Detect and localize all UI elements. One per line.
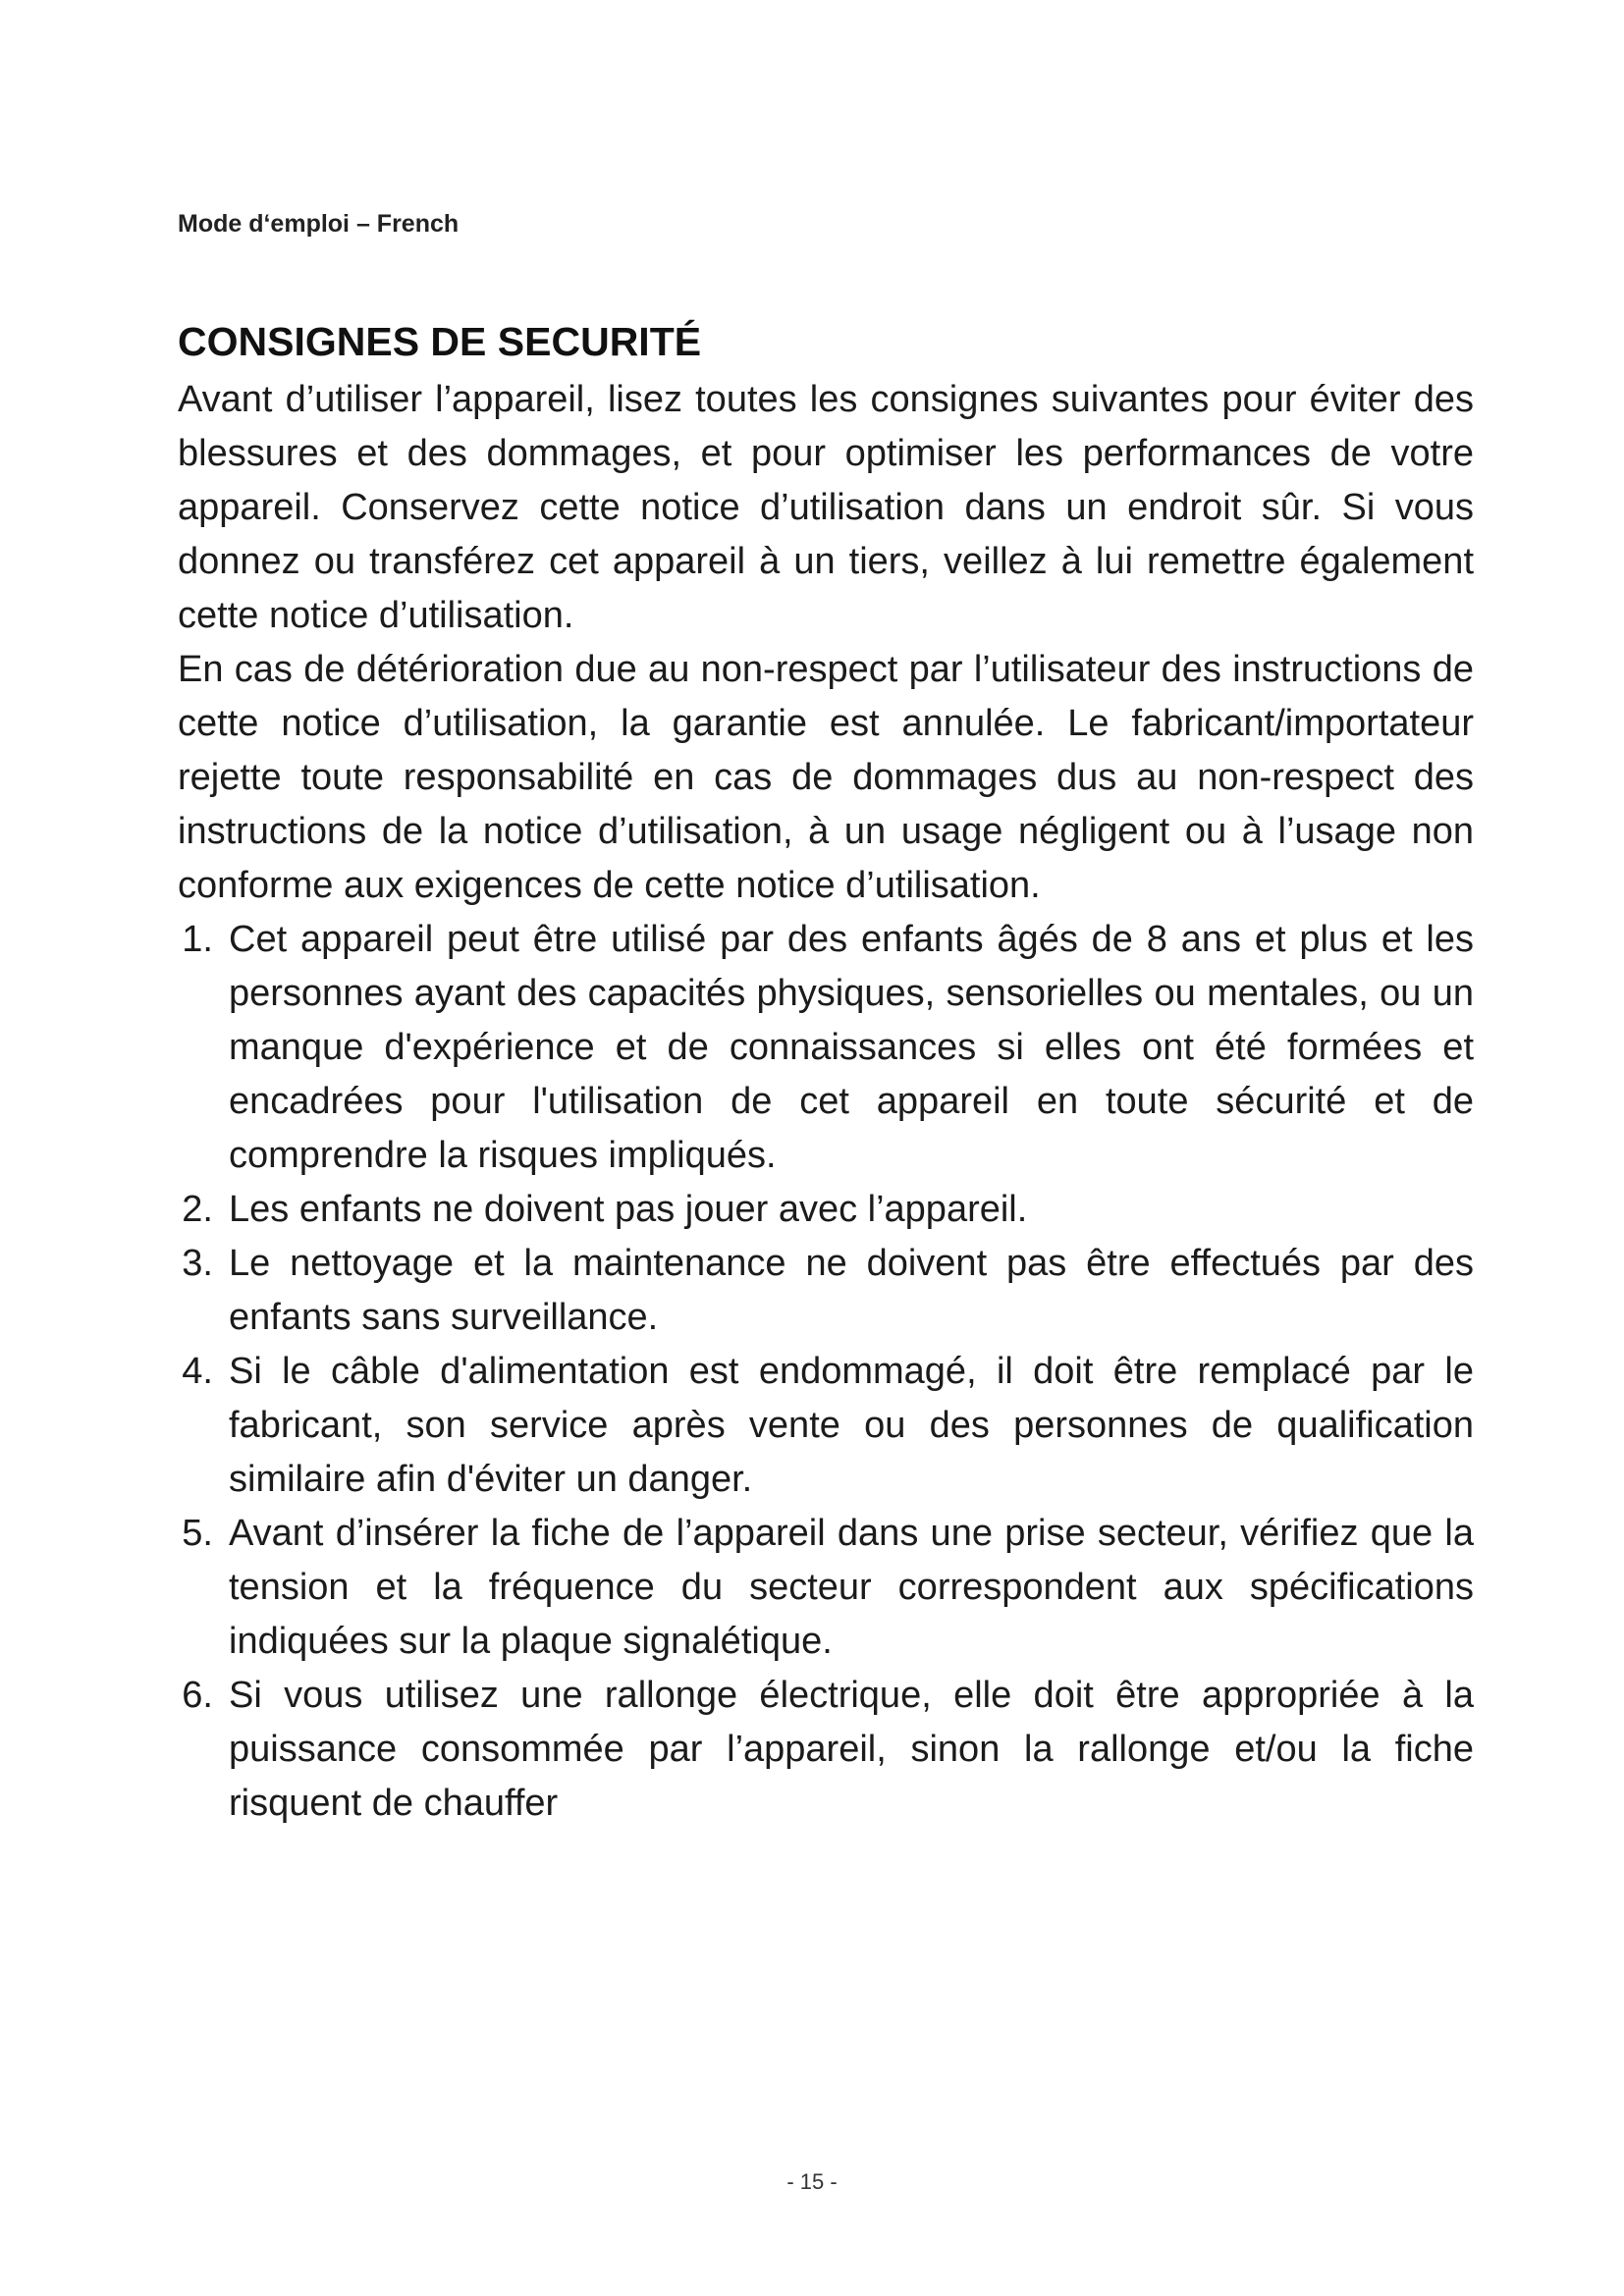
list-item: [174, 1669, 1474, 1831]
safety-rules-list: [174, 913, 1474, 1831]
document-body: [178, 312, 1474, 1831]
list-item-text: Si vous utilisez une rallonge électrique, elle doit être appropriée à la puissance consommée par l’appareil, sinon la rallonge et/ou la fiche risquent de chauffer: [229, 1675, 1474, 1824]
warranty-paragraph: En cas de détérioration due au non-respect par l’utilisateur des instructions de cette notice d’utilisation, la garantie est annulée. Le fabricant/importateur rejette toute responsabilité en cas de dommages dus au non-respect des instructions de la notice d’utilisation, à un usage négligent ou à l’usage non conforme aux exigences de cette notice d’utilisation.: [178, 649, 1474, 906]
list-item: [174, 1345, 1474, 1507]
list-item-text: Les enfants ne doivent pas jouer avec l’appareil.: [229, 1189, 1028, 1230]
intro-paragraph: Avant d’utiliser l’appareil, lisez toutes les consignes suivantes pour éviter des blessures et des dommages, et pour optimiser les performances de votre appareil. Conservez cette notice d’utilisation dans un endroit sûr. Si vous donnez ou transférez cet appareil à un tiers, veillez à lui remettre également cette notice d’utilisation.: [178, 379, 1474, 636]
list-item-number: 3.: [182, 1243, 213, 1284]
list-item-text: Cet appareil peut être utilisé par des enfants âgés de 8 ans et plus et les personnes ayant des capacités physiques, sensorielles ou mentales, ou un manque d'expérience et de connaissances si elles ont été formées et encadrées pour l'utilisation de cet appareil en toute sécurité et de comprendre la risques impliqués.: [229, 919, 1474, 1176]
list-item-number: 6.: [182, 1675, 213, 1716]
list-item-number: 4.: [182, 1351, 213, 1392]
list-item: [174, 1507, 1474, 1669]
list-item: [174, 913, 1474, 1183]
list-item-text: Le nettoyage et la maintenance ne doivent pas être effectués par des enfants sans surveillance.: [229, 1243, 1474, 1338]
list-item-text: Si le câble d'alimentation est endommagé, il doit être remplacé par le fabricant, son service après vente ou des personnes de qualification similaire afin d'éviter un danger.: [229, 1351, 1474, 1500]
page-number: - 15 -: [786, 2169, 838, 2194]
list-item: [174, 1237, 1474, 1345]
list-item-number: 1.: [182, 919, 213, 960]
list-item-number: 5.: [182, 1513, 213, 1554]
list-item-number: 2.: [182, 1189, 213, 1230]
list-item: [174, 1183, 1474, 1237]
running-header: Mode d‘emploi – French: [178, 210, 460, 238]
section-title: CONSIGNES DE SECURITÉ: [178, 319, 702, 364]
list-item-text: Avant d’insérer la fiche de l’appareil dans une prise secteur, vérifiez que la tension et la fréquence du secteur correspondent aux spécifications indiquées sur la plaque signalétique.: [229, 1513, 1474, 1662]
